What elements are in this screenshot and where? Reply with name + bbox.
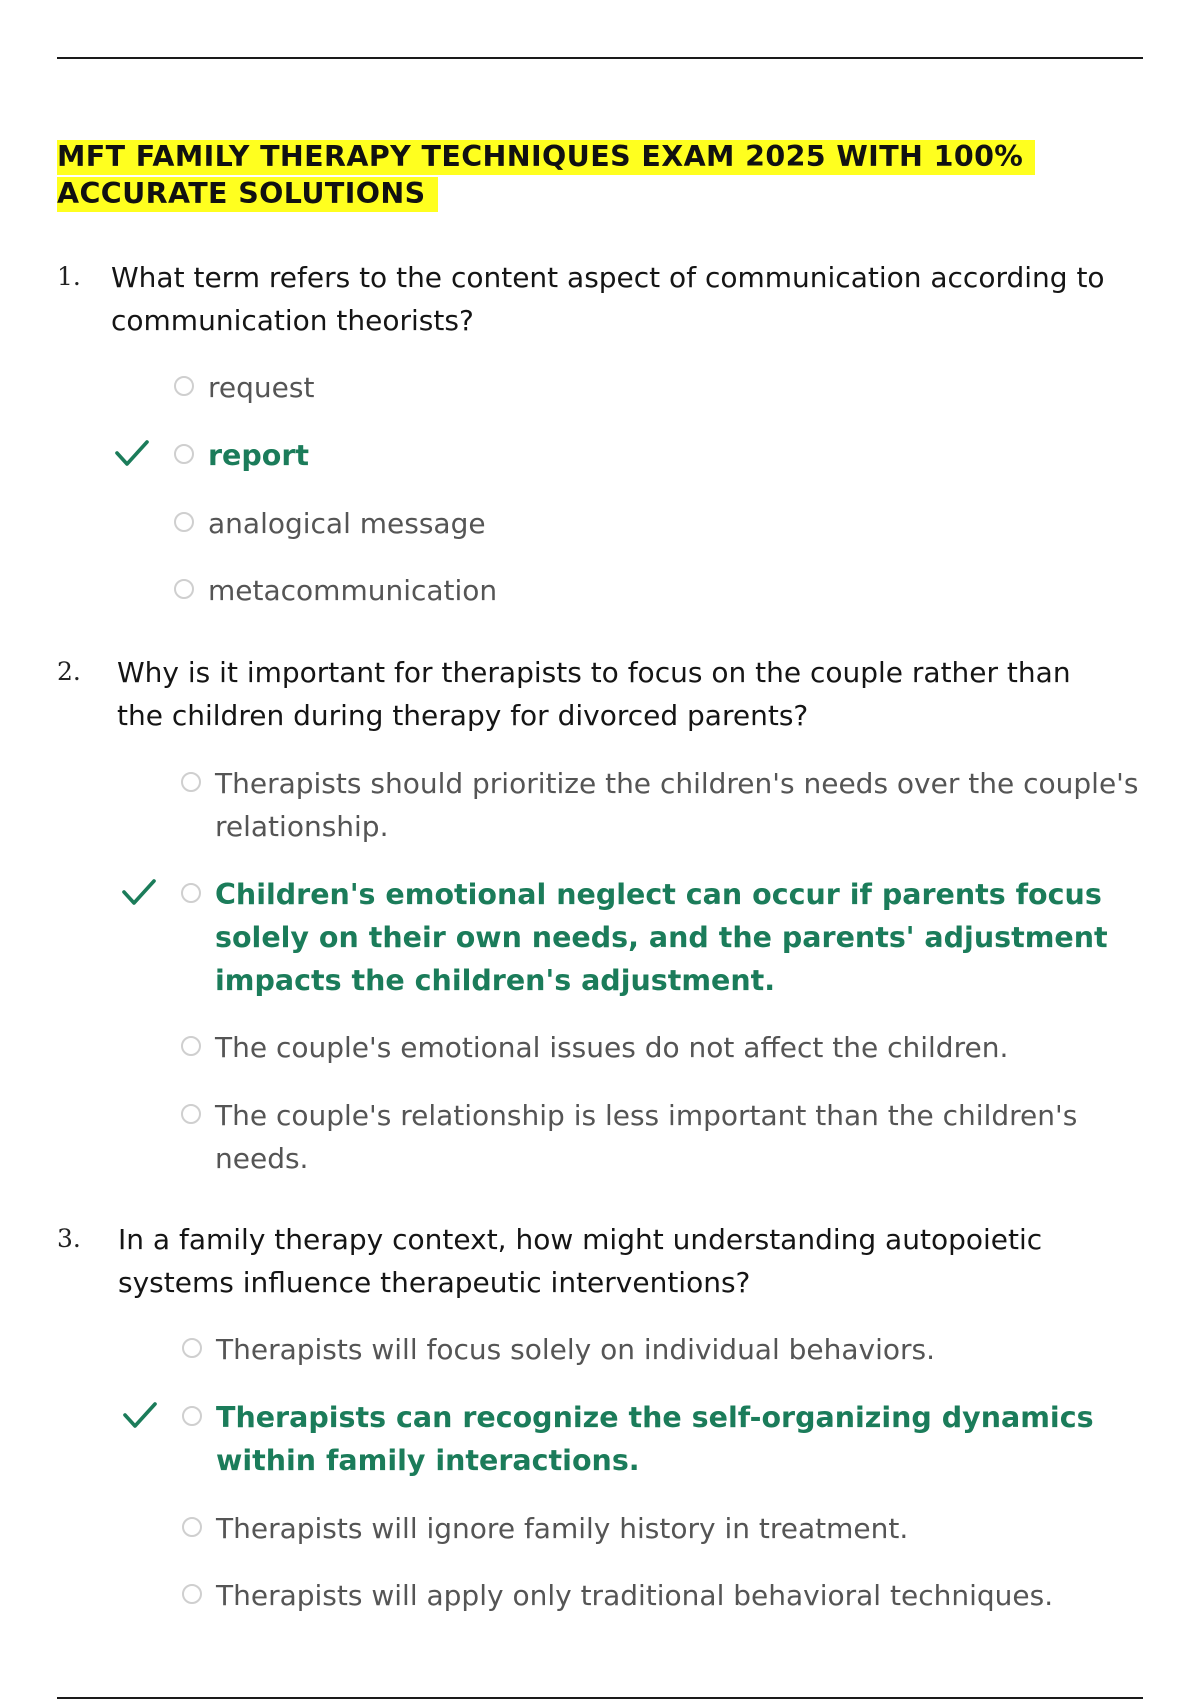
answer-option-2-4[interactable] — [181, 1094, 1141, 1180]
radio-circle-icon[interactable] — [181, 1104, 201, 1124]
answer-option-1-3[interactable] — [174, 502, 1134, 545]
answer-option-text: The couple's emotional issues do not affect the children. — [215, 1031, 1009, 1064]
question-text: In a family therapy context, how might understanding autopoietic systems influence therapeutic interventions? — [118, 1223, 1043, 1299]
answer-option-2-1[interactable] — [181, 762, 1141, 848]
answer-option-3-3[interactable] — [182, 1507, 1142, 1550]
exam-title-highlight: MFT FAMILY THERAPY TECHNIQUES EXAM 2025 WITH 100% ACCURATE SOLUTIONS — [57, 140, 1035, 212]
question-text: Why is it important for therapists to focus on the couple rather than the children during therapy for divorced parents? — [117, 656, 1071, 732]
radio-circle-icon[interactable] — [182, 1584, 202, 1604]
exam-title — [57, 138, 1157, 212]
answer-option-text: report — [208, 439, 310, 472]
answer-option-text: request — [208, 371, 315, 404]
radio-circle-icon[interactable] — [181, 883, 201, 903]
answer-option-text: Therapists will apply only traditional behavioral techniques. — [216, 1579, 1054, 1612]
checkmark-icon — [114, 438, 150, 468]
answer-option-text: Therapists can recognize the self-organizing dynamics within family interactions. — [216, 1401, 1094, 1477]
answer-option-text: The couple's relationship is less important than the children's needs. — [215, 1099, 1078, 1175]
answer-option-text: analogical message — [208, 507, 486, 540]
radio-circle-icon[interactable] — [174, 579, 194, 599]
radio-circle-icon[interactable] — [174, 512, 194, 532]
answer-option-text: Therapists will focus solely on individual behaviors. — [216, 1333, 936, 1366]
radio-circle-icon[interactable] — [182, 1406, 202, 1426]
answer-option-1-2[interactable] — [174, 434, 1134, 477]
question-number: 2. — [57, 657, 81, 686]
question-number: 3. — [57, 1224, 81, 1253]
checkmark-icon — [121, 877, 157, 907]
answer-option-text: Therapists should prioritize the children's needs over the couple's relationship. — [215, 767, 1139, 843]
answer-option-2-2[interactable] — [181, 873, 1141, 1002]
answer-option-3-1[interactable] — [182, 1328, 1142, 1371]
answer-option-2-3[interactable] — [181, 1026, 1141, 1069]
bottom-rule — [57, 1697, 1143, 1699]
answer-option-3-2[interactable] — [182, 1396, 1142, 1482]
radio-circle-icon[interactable] — [181, 1036, 201, 1056]
question-number: 1. — [57, 262, 81, 291]
radio-circle-icon[interactable] — [182, 1338, 202, 1358]
answer-option-1-1[interactable] — [174, 366, 1134, 409]
answer-option-3-4[interactable] — [182, 1574, 1142, 1617]
checkmark-icon — [122, 1400, 158, 1430]
answer-option-1-4[interactable] — [174, 569, 1134, 612]
answer-option-text: Children's emotional neglect can occur if parents focus solely on their own needs, and the parents' adjustment impacts the children's adjustment. — [215, 878, 1108, 997]
top-rule — [57, 57, 1143, 59]
answer-option-text: metacommunication — [208, 574, 498, 607]
radio-circle-icon[interactable] — [182, 1517, 202, 1537]
question-text: What term refers to the content aspect of communication according to communication theorists? — [111, 261, 1105, 337]
radio-circle-icon[interactable] — [174, 444, 194, 464]
radio-circle-icon[interactable] — [181, 772, 201, 792]
answer-option-text: Therapists will ignore family history in treatment. — [216, 1512, 909, 1545]
radio-circle-icon[interactable] — [174, 376, 194, 396]
